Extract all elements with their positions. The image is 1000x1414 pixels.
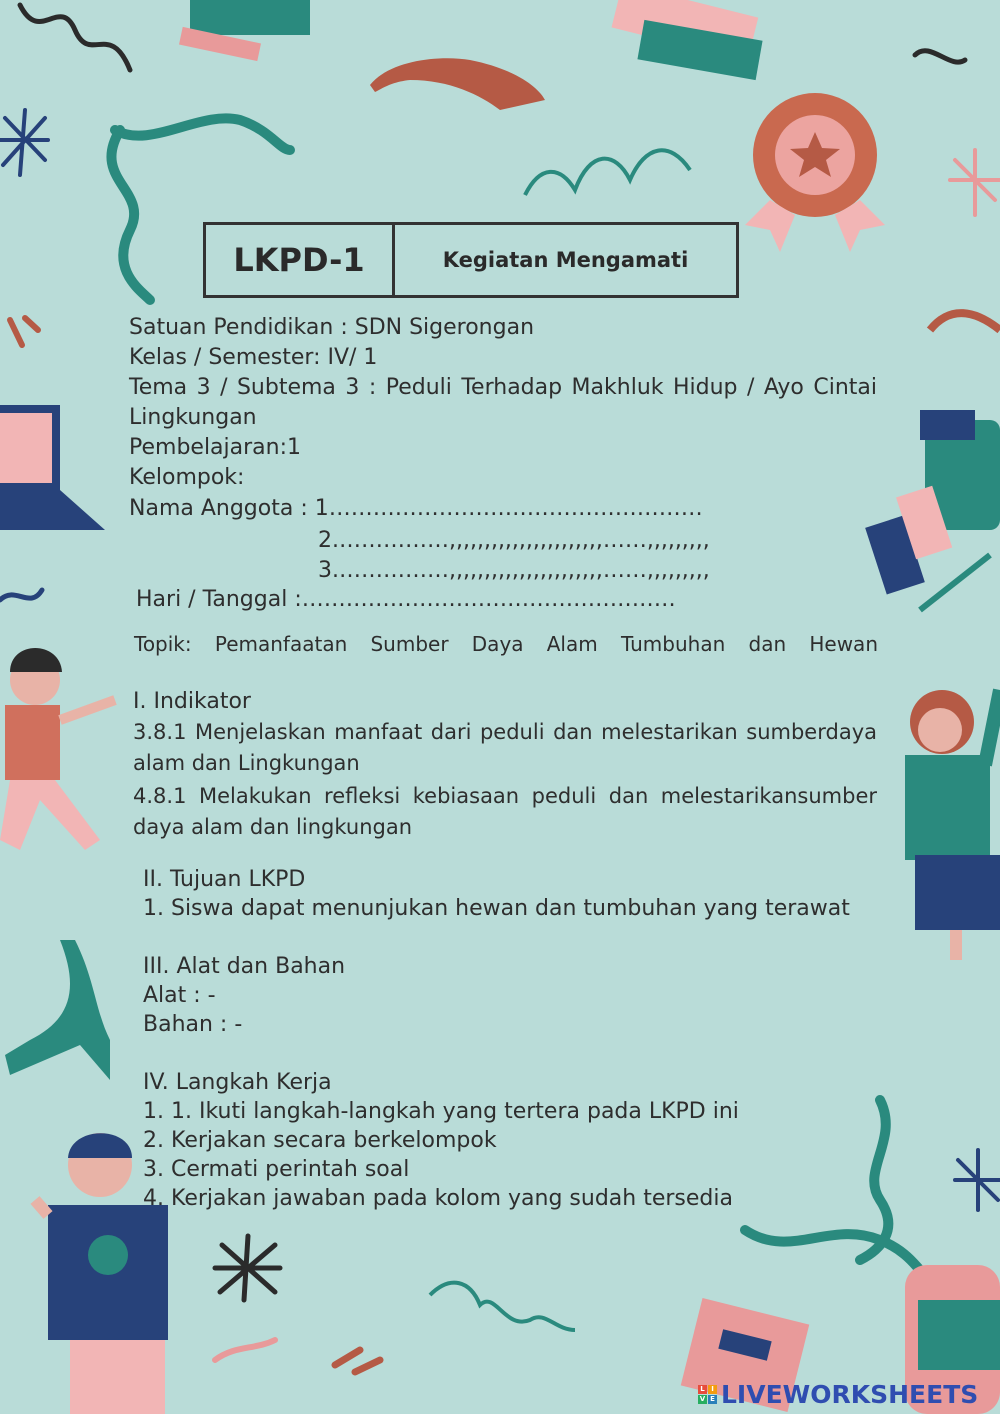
asterisk-icon <box>950 150 1000 215</box>
asterisk-icon <box>0 110 48 175</box>
langkah-step: 1. 1. Ikuti langkah-langkah yang tertera pada LKPD ini <box>143 1099 739 1124</box>
topik-word: Sumber <box>370 632 449 656</box>
saxophone-icon <box>370 58 545 110</box>
indikator-item-1-line-1: 3.8.1 Menjelaskan manfaat dari peduli dan melestarikan sumberdaya <box>133 720 877 744</box>
topik-word: Tumbuhan <box>620 632 726 656</box>
activity-title: Kegiatan Mengamati <box>442 248 689 272</box>
indikator-item-2 <box>133 781 877 843</box>
medal-icon <box>745 93 885 252</box>
bahan: Bahan : - <box>143 1012 243 1037</box>
saxophone-icon <box>5 940 110 1080</box>
logo-text: LIVEWORKSHEETS <box>721 1380 979 1409</box>
nama-anggota-1: Nama Anggota : 1…………………………………………… <box>129 496 703 521</box>
topik-row <box>134 632 878 656</box>
topik-label: Topik: <box>134 632 192 656</box>
paint-tubes-icon <box>865 410 1000 610</box>
hari-tanggal: Hari / Tanggal :…………………………………………… <box>136 587 676 612</box>
tujuan-item-1: 1. Siswa dapat menunjukan hewan dan tumbuhan yang terawat <box>143 896 850 921</box>
langkah-step: 4. Kerjakan jawaban pada kolom yang sudah tersedia <box>143 1186 733 1211</box>
nama-anggota-3: 3.……………,,,,,,,,,,,,,,,,,,,,,,……,,,,,,,,, <box>318 558 710 583</box>
indikator-item-1 <box>133 717 877 779</box>
nama-anggota-2: 2.……………,,,,,,,,,,,,,,,,,,,,,,……,,,,,,,,, <box>318 528 710 553</box>
child-left-illustration <box>0 648 115 850</box>
alat-bahan-heading: III. Alat dan Bahan <box>143 954 346 979</box>
topik-word: Alam <box>546 632 598 656</box>
tema-continuation: Lingkungan <box>129 405 257 430</box>
topik-word: Hewan <box>809 632 878 656</box>
langkah-step: 3. Cermati perintah soal <box>143 1157 410 1182</box>
book-stack-icon <box>179 0 310 61</box>
indikator-item-1-line-2: alam dan Lingkungan <box>133 751 360 775</box>
asterisk-icon <box>215 1236 280 1300</box>
wave-icon <box>430 1283 575 1330</box>
langkah-heading: IV. Langkah Kerja <box>143 1070 332 1095</box>
alat: Alat : - <box>143 983 216 1008</box>
laptop-icon <box>0 405 105 530</box>
logo-badge-icon: L I V E <box>698 1385 717 1404</box>
tujuan-heading: II. Tujuan LKPD <box>143 867 306 892</box>
kelas-semester: Kelas / Semester: IV/ 1 <box>129 345 378 370</box>
topik-word: Pemanfaatan <box>214 632 348 656</box>
liveworksheets-logo[interactable] <box>698 1380 978 1409</box>
lkpd-code: LKPD-1 <box>206 225 395 295</box>
tema-subtema: Tema 3 / Subtema 3 : Peduli Terhadap Makhluk Hidup / Ayo Cintai <box>129 375 877 400</box>
langkah-step: 2. Kerjakan secara berkelompok <box>143 1128 497 1153</box>
kelompok: Kelompok: <box>129 465 245 490</box>
indikator-heading: I. Indikator <box>133 689 251 714</box>
topik-word: Daya <box>471 632 524 656</box>
pembelajaran: Pembelajaran:1 <box>129 435 302 460</box>
open-book-icon <box>612 0 763 80</box>
squiggle-icon <box>20 5 130 70</box>
title-box <box>203 222 739 298</box>
ribbon-icon <box>111 130 150 300</box>
asterisk-icon <box>955 1150 1000 1210</box>
satuan-pendidikan: Satuan Pendidikan : SDN Sigerongan <box>129 315 535 340</box>
indikator-item-2-line-1: 4.8.1 Melakukan refleksi kebiasaan peduli dan melestarikansumber <box>133 784 877 808</box>
topik-word: dan <box>748 632 787 656</box>
wave-icon <box>525 150 690 195</box>
child-right-illustration <box>905 690 1000 960</box>
indikator-item-2-line-2: daya alam dan lingkungan <box>133 815 413 839</box>
